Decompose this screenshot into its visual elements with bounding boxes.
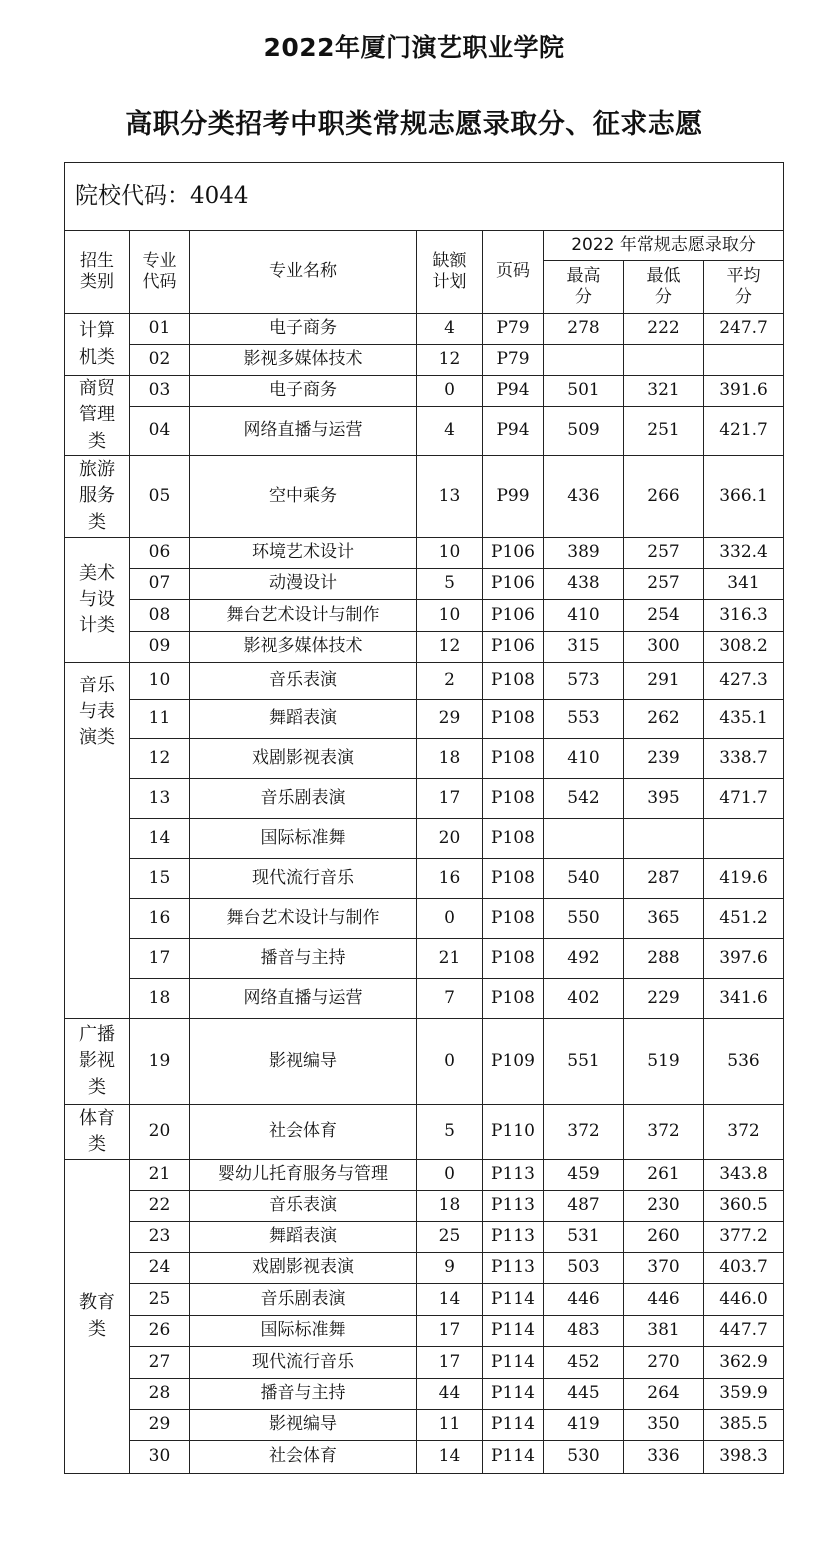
cell-vacancy: 12 bbox=[417, 345, 483, 376]
cell-min-score: 395 bbox=[624, 779, 704, 819]
cell-max-score: 410 bbox=[544, 600, 624, 632]
table-row bbox=[65, 1253, 784, 1284]
cell-major-name: 音乐剧表演 bbox=[190, 1284, 417, 1316]
cell-min-score bbox=[624, 345, 704, 376]
cell-page: P113 bbox=[483, 1160, 544, 1191]
cell-avg-score bbox=[704, 345, 784, 376]
cell-page: P114 bbox=[483, 1410, 544, 1441]
cell-avg-score: 403.7 bbox=[704, 1253, 784, 1284]
table-row bbox=[65, 739, 784, 779]
table-row bbox=[65, 1316, 784, 1347]
cell-category bbox=[65, 1105, 130, 1160]
cell-max-score: 509 bbox=[544, 407, 624, 456]
cell-major-name: 社会体育 bbox=[190, 1441, 417, 1474]
cell-vacancy: 21 bbox=[417, 939, 483, 979]
cell-page: P114 bbox=[483, 1347, 544, 1379]
cell-code: 17 bbox=[130, 939, 190, 979]
cell-page: P108 bbox=[483, 779, 544, 819]
cell-page: P114 bbox=[483, 1441, 544, 1474]
cell-code: 24 bbox=[130, 1253, 190, 1284]
header-vacancy-text: 缺额计划 bbox=[432, 250, 467, 292]
cell-avg-score: 427.3 bbox=[704, 663, 784, 700]
cell-vacancy: 20 bbox=[417, 819, 483, 859]
cell-major-name: 音乐表演 bbox=[190, 663, 417, 700]
cell-category bbox=[65, 1019, 130, 1105]
cell-page: P106 bbox=[483, 600, 544, 632]
table-row bbox=[65, 939, 784, 979]
table-row bbox=[65, 1160, 784, 1191]
cell-major-name: 播音与主持 bbox=[190, 939, 417, 979]
table-row bbox=[65, 819, 784, 859]
cell-vacancy: 0 bbox=[417, 376, 483, 407]
table-row bbox=[65, 700, 784, 739]
cell-min-score: 257 bbox=[624, 569, 704, 600]
table-body bbox=[65, 163, 784, 1474]
cell-min-score: 260 bbox=[624, 1222, 704, 1253]
cell-major-name: 戏剧影视表演 bbox=[190, 739, 417, 779]
cell-max-score: 372 bbox=[544, 1105, 624, 1160]
cell-page: P108 bbox=[483, 663, 544, 700]
cell-min-score: 519 bbox=[624, 1019, 704, 1105]
cell-max-score: 436 bbox=[544, 456, 624, 538]
cell-avg-score: 316.3 bbox=[704, 600, 784, 632]
cell-avg-score: 471.7 bbox=[704, 779, 784, 819]
table-row bbox=[65, 632, 784, 663]
cell-code: 16 bbox=[130, 899, 190, 939]
cell-avg-score: 397.6 bbox=[704, 939, 784, 979]
cell-category bbox=[65, 1160, 130, 1474]
cell-min-score bbox=[624, 819, 704, 859]
cell-min-score: 291 bbox=[624, 663, 704, 700]
cell-page: P114 bbox=[483, 1316, 544, 1347]
cell-max-score: 501 bbox=[544, 376, 624, 407]
category-line: 类 bbox=[88, 511, 106, 533]
table-row bbox=[65, 1191, 784, 1222]
cell-major-name: 现代流行音乐 bbox=[190, 859, 417, 899]
category-line: 类 bbox=[88, 1318, 106, 1340]
cell-vacancy: 17 bbox=[417, 1316, 483, 1347]
cell-category bbox=[65, 376, 130, 456]
table-row bbox=[65, 1347, 784, 1379]
cell-min-score: 381 bbox=[624, 1316, 704, 1347]
cell-max-score: 573 bbox=[544, 663, 624, 700]
cell-page: P108 bbox=[483, 899, 544, 939]
cell-major-name: 电子商务 bbox=[190, 314, 417, 345]
page-title: 2022年厦门演艺职业学院 bbox=[263, 33, 565, 62]
cell-avg-score: 332.4 bbox=[704, 538, 784, 569]
cell-category bbox=[65, 663, 130, 1019]
cell-avg-score: 536 bbox=[704, 1019, 784, 1105]
cell-code: 18 bbox=[130, 979, 190, 1019]
cell-code: 07 bbox=[130, 569, 190, 600]
cell-min-score: 239 bbox=[624, 739, 704, 779]
cell-max-score: 389 bbox=[544, 538, 624, 569]
cell-vacancy: 18 bbox=[417, 1191, 483, 1222]
cell-avg-score: 341.6 bbox=[704, 979, 784, 1019]
cell-min-score: 350 bbox=[624, 1410, 704, 1441]
table-row bbox=[65, 859, 784, 899]
cell-avg-score: 372 bbox=[704, 1105, 784, 1160]
category-line: 广播 bbox=[79, 1024, 115, 1046]
cell-category bbox=[65, 314, 130, 376]
cell-vacancy: 14 bbox=[417, 1441, 483, 1474]
category-line: 体育 bbox=[79, 1107, 115, 1129]
cell-avg-score: 385.5 bbox=[704, 1410, 784, 1441]
cell-major-name: 影视多媒体技术 bbox=[190, 632, 417, 663]
table-row bbox=[65, 1379, 784, 1410]
cell-major-name: 舞台艺术设计与制作 bbox=[190, 899, 417, 939]
category-line: 计算 bbox=[79, 320, 115, 342]
cell-page: P108 bbox=[483, 700, 544, 739]
cell-major-name: 动漫设计 bbox=[190, 569, 417, 600]
cell-vacancy: 5 bbox=[417, 1105, 483, 1160]
cell-page: P94 bbox=[483, 376, 544, 407]
cell-code: 19 bbox=[130, 1019, 190, 1105]
cell-vacancy: 4 bbox=[417, 407, 483, 456]
cell-min-score: 229 bbox=[624, 979, 704, 1019]
cell-vacancy: 29 bbox=[417, 700, 483, 739]
table-row bbox=[65, 1284, 784, 1316]
category-line: 计类 bbox=[79, 615, 115, 637]
cell-major-name: 影视编导 bbox=[190, 1019, 417, 1105]
cell-page: P94 bbox=[483, 407, 544, 456]
cell-min-score: 264 bbox=[624, 1379, 704, 1410]
cell-code: 11 bbox=[130, 700, 190, 739]
category-line: 教育 bbox=[79, 1292, 115, 1314]
cell-max-score: 445 bbox=[544, 1379, 624, 1410]
cell-code: 12 bbox=[130, 739, 190, 779]
cell-code: 27 bbox=[130, 1347, 190, 1379]
cell-page: P106 bbox=[483, 569, 544, 600]
cell-code: 04 bbox=[130, 407, 190, 456]
cell-code: 02 bbox=[130, 345, 190, 376]
cell-major-name: 音乐剧表演 bbox=[190, 779, 417, 819]
cell-major-name: 社会体育 bbox=[190, 1105, 417, 1160]
cell-avg-score: 362.9 bbox=[704, 1347, 784, 1379]
cell-major-name: 现代流行音乐 bbox=[190, 1347, 417, 1379]
cell-major-name: 网络直播与运营 bbox=[190, 979, 417, 1019]
cell-avg-score: 341 bbox=[704, 569, 784, 600]
table-row bbox=[65, 1441, 784, 1474]
cell-min-score: 365 bbox=[624, 899, 704, 939]
cell-avg-score: 419.6 bbox=[704, 859, 784, 899]
cell-page: P99 bbox=[483, 456, 544, 538]
cell-max-score: 402 bbox=[544, 979, 624, 1019]
page-subtitle: 高职分类招考中职类常规志愿录取分、征求志愿 bbox=[125, 109, 703, 140]
cell-code: 23 bbox=[130, 1222, 190, 1253]
table-row bbox=[65, 345, 784, 376]
cell-max-score: 410 bbox=[544, 739, 624, 779]
cell-vacancy: 16 bbox=[417, 859, 483, 899]
cell-avg-score: 360.5 bbox=[704, 1191, 784, 1222]
cell-min-score: 222 bbox=[624, 314, 704, 345]
category-line: 影视 bbox=[79, 1050, 115, 1072]
school-code: 院校代码：4044 bbox=[65, 163, 784, 231]
cell-page: P106 bbox=[483, 632, 544, 663]
cell-max-score: 459 bbox=[544, 1160, 624, 1191]
category-line: 音乐 bbox=[79, 675, 115, 696]
table-row bbox=[65, 1410, 784, 1441]
cell-vacancy: 0 bbox=[417, 899, 483, 939]
cell-page: P108 bbox=[483, 819, 544, 859]
table-row bbox=[65, 538, 784, 569]
category-line: 类 bbox=[88, 430, 106, 452]
cell-min-score: 266 bbox=[624, 456, 704, 538]
table-row bbox=[65, 899, 784, 939]
header-code-text: 专业代码 bbox=[142, 250, 177, 292]
cell-min-score: 336 bbox=[624, 1441, 704, 1474]
cell-major-name: 婴幼儿托育服务与管理 bbox=[190, 1160, 417, 1191]
cell-code: 01 bbox=[130, 314, 190, 345]
cell-vacancy: 44 bbox=[417, 1379, 483, 1410]
cell-page: P106 bbox=[483, 538, 544, 569]
cell-min-score: 261 bbox=[624, 1160, 704, 1191]
cell-min-score: 372 bbox=[624, 1105, 704, 1160]
cell-vacancy: 17 bbox=[417, 1347, 483, 1379]
header-name: 专业名称 bbox=[190, 231, 417, 314]
cell-max-score: 483 bbox=[544, 1316, 624, 1347]
category-line: 与设 bbox=[79, 588, 115, 610]
cell-vacancy: 0 bbox=[417, 1019, 483, 1105]
cell-min-score: 288 bbox=[624, 939, 704, 979]
cell-avg-score: 359.9 bbox=[704, 1379, 784, 1410]
cell-avg-score: 338.7 bbox=[704, 739, 784, 779]
cell-code: 13 bbox=[130, 779, 190, 819]
table-row bbox=[65, 456, 784, 538]
cell-page: P109 bbox=[483, 1019, 544, 1105]
cell-page: P108 bbox=[483, 939, 544, 979]
category-line: 与表 bbox=[79, 701, 115, 723]
cell-vacancy: 11 bbox=[417, 1410, 483, 1441]
cell-major-name: 影视多媒体技术 bbox=[190, 345, 417, 376]
cell-avg-score: 398.3 bbox=[704, 1441, 784, 1474]
cell-avg-score: 308.2 bbox=[704, 632, 784, 663]
cell-max-score: 487 bbox=[544, 1191, 624, 1222]
category-line: 机类 bbox=[79, 346, 115, 368]
cell-avg-score: 366.1 bbox=[704, 456, 784, 538]
header-max-text: 最高分 bbox=[566, 265, 601, 307]
category-line: 演类 bbox=[79, 727, 115, 749]
cell-code: 30 bbox=[130, 1441, 190, 1474]
cell-page: P108 bbox=[483, 739, 544, 779]
cell-page: P108 bbox=[483, 859, 544, 899]
cell-min-score: 370 bbox=[624, 1253, 704, 1284]
cell-code: 20 bbox=[130, 1105, 190, 1160]
cell-code: 28 bbox=[130, 1379, 190, 1410]
cell-vacancy: 5 bbox=[417, 569, 483, 600]
category-line: 类 bbox=[88, 1076, 106, 1098]
category-line: 服务 bbox=[79, 485, 115, 507]
cell-vacancy: 12 bbox=[417, 632, 483, 663]
cell-page: P108 bbox=[483, 979, 544, 1019]
cell-major-name: 影视编导 bbox=[190, 1410, 417, 1441]
cell-vacancy: 13 bbox=[417, 456, 483, 538]
cell-vacancy: 14 bbox=[417, 1284, 483, 1316]
cell-code: 25 bbox=[130, 1284, 190, 1316]
cell-max-score: 540 bbox=[544, 859, 624, 899]
cell-major-name: 舞蹈表演 bbox=[190, 1222, 417, 1253]
cell-page: P110 bbox=[483, 1105, 544, 1160]
cell-max-score: 492 bbox=[544, 939, 624, 979]
cell-avg-score: 447.7 bbox=[704, 1316, 784, 1347]
cell-min-score: 254 bbox=[624, 600, 704, 632]
cell-max-score bbox=[544, 345, 624, 376]
cell-avg-score: 421.7 bbox=[704, 407, 784, 456]
cell-avg-score: 391.6 bbox=[704, 376, 784, 407]
cell-max-score: 452 bbox=[544, 1347, 624, 1379]
cell-max-score: 551 bbox=[544, 1019, 624, 1105]
cell-major-name: 播音与主持 bbox=[190, 1379, 417, 1410]
category-line: 美术 bbox=[79, 562, 115, 584]
cell-code: 09 bbox=[130, 632, 190, 663]
cell-max-score: 550 bbox=[544, 899, 624, 939]
cell-vacancy: 10 bbox=[417, 538, 483, 569]
cell-major-name: 环境艺术设计 bbox=[190, 538, 417, 569]
cell-code: 03 bbox=[130, 376, 190, 407]
cell-major-name: 戏剧影视表演 bbox=[190, 1253, 417, 1284]
cell-min-score: 230 bbox=[624, 1191, 704, 1222]
cell-major-name: 舞台艺术设计与制作 bbox=[190, 600, 417, 632]
cell-max-score bbox=[544, 819, 624, 859]
cell-avg-score: 247.7 bbox=[704, 314, 784, 345]
cell-max-score: 438 bbox=[544, 569, 624, 600]
cell-code: 15 bbox=[130, 859, 190, 899]
cell-max-score: 446 bbox=[544, 1284, 624, 1316]
cell-page: P113 bbox=[483, 1253, 544, 1284]
cell-vacancy: 10 bbox=[417, 600, 483, 632]
cell-major-name: 空中乘务 bbox=[190, 456, 417, 538]
header-score-group: 2022 年常规志愿录取分 bbox=[544, 231, 784, 261]
cell-min-score: 446 bbox=[624, 1284, 704, 1316]
cell-max-score: 278 bbox=[544, 314, 624, 345]
cell-page: P114 bbox=[483, 1379, 544, 1410]
cell-vacancy: 4 bbox=[417, 314, 483, 345]
table-row bbox=[65, 1105, 784, 1160]
cell-code: 29 bbox=[130, 1410, 190, 1441]
header-category-text: 招生类别 bbox=[80, 250, 114, 292]
cell-page: P79 bbox=[483, 314, 544, 345]
cell-page: P79 bbox=[483, 345, 544, 376]
table-row bbox=[65, 600, 784, 632]
table-row bbox=[65, 314, 784, 345]
table-row bbox=[65, 1222, 784, 1253]
header-min bbox=[624, 261, 704, 314]
cell-page: P113 bbox=[483, 1191, 544, 1222]
category-line: 管理 bbox=[79, 404, 115, 426]
table-row bbox=[65, 1019, 784, 1105]
header-code bbox=[130, 231, 190, 314]
header-min-text: 最低分 bbox=[646, 265, 681, 307]
cell-vacancy: 17 bbox=[417, 779, 483, 819]
cell-min-score: 300 bbox=[624, 632, 704, 663]
cell-vacancy: 25 bbox=[417, 1222, 483, 1253]
category-line: 类 bbox=[88, 1134, 106, 1155]
cell-major-name: 网络直播与运营 bbox=[190, 407, 417, 456]
cell-vacancy: 0 bbox=[417, 1160, 483, 1191]
category-line: 旅游 bbox=[79, 459, 115, 481]
table-row bbox=[65, 779, 784, 819]
cell-major-name: 舞蹈表演 bbox=[190, 700, 417, 739]
cell-max-score: 315 bbox=[544, 632, 624, 663]
cell-avg-score: 435.1 bbox=[704, 700, 784, 739]
cell-max-score: 503 bbox=[544, 1253, 624, 1284]
cell-page: P114 bbox=[483, 1284, 544, 1316]
table-row bbox=[65, 569, 784, 600]
table-row bbox=[65, 979, 784, 1019]
table-row bbox=[65, 376, 784, 407]
header-avg bbox=[704, 261, 784, 314]
cell-min-score: 287 bbox=[624, 859, 704, 899]
header-max bbox=[544, 261, 624, 314]
cell-avg-score bbox=[704, 819, 784, 859]
cell-max-score: 419 bbox=[544, 1410, 624, 1441]
cell-category bbox=[65, 456, 130, 538]
cell-min-score: 257 bbox=[624, 538, 704, 569]
cell-avg-score: 343.8 bbox=[704, 1160, 784, 1191]
cell-vacancy: 7 bbox=[417, 979, 483, 1019]
admission-score-table bbox=[64, 162, 784, 1474]
cell-code: 14 bbox=[130, 819, 190, 859]
table-row bbox=[65, 663, 784, 700]
cell-code: 08 bbox=[130, 600, 190, 632]
cell-code: 06 bbox=[130, 538, 190, 569]
cell-avg-score: 377.2 bbox=[704, 1222, 784, 1253]
cell-page: P113 bbox=[483, 1222, 544, 1253]
cell-max-score: 553 bbox=[544, 700, 624, 739]
cell-min-score: 321 bbox=[624, 376, 704, 407]
cell-code: 05 bbox=[130, 456, 190, 538]
cell-major-name: 国际标准舞 bbox=[190, 819, 417, 859]
cell-avg-score: 446.0 bbox=[704, 1284, 784, 1316]
header-vacancy bbox=[417, 231, 483, 314]
cell-major-name: 音乐表演 bbox=[190, 1191, 417, 1222]
table-row bbox=[65, 407, 784, 456]
cell-major-name: 电子商务 bbox=[190, 376, 417, 407]
cell-category bbox=[65, 538, 130, 663]
category-line: 商贸 bbox=[79, 378, 115, 400]
cell-max-score: 542 bbox=[544, 779, 624, 819]
cell-major-name: 国际标准舞 bbox=[190, 1316, 417, 1347]
cell-code: 21 bbox=[130, 1160, 190, 1191]
cell-vacancy: 9 bbox=[417, 1253, 483, 1284]
header-avg-text: 平均分 bbox=[726, 265, 761, 307]
cell-min-score: 262 bbox=[624, 700, 704, 739]
cell-vacancy: 18 bbox=[417, 739, 483, 779]
header-page: 页码 bbox=[483, 231, 544, 314]
cell-min-score: 251 bbox=[624, 407, 704, 456]
cell-min-score: 270 bbox=[624, 1347, 704, 1379]
cell-avg-score: 451.2 bbox=[704, 899, 784, 939]
cell-code: 10 bbox=[130, 663, 190, 700]
cell-max-score: 530 bbox=[544, 1441, 624, 1474]
cell-vacancy: 2 bbox=[417, 663, 483, 700]
cell-code: 22 bbox=[130, 1191, 190, 1222]
cell-max-score: 531 bbox=[544, 1222, 624, 1253]
header-category bbox=[65, 231, 130, 314]
cell-code: 26 bbox=[130, 1316, 190, 1347]
